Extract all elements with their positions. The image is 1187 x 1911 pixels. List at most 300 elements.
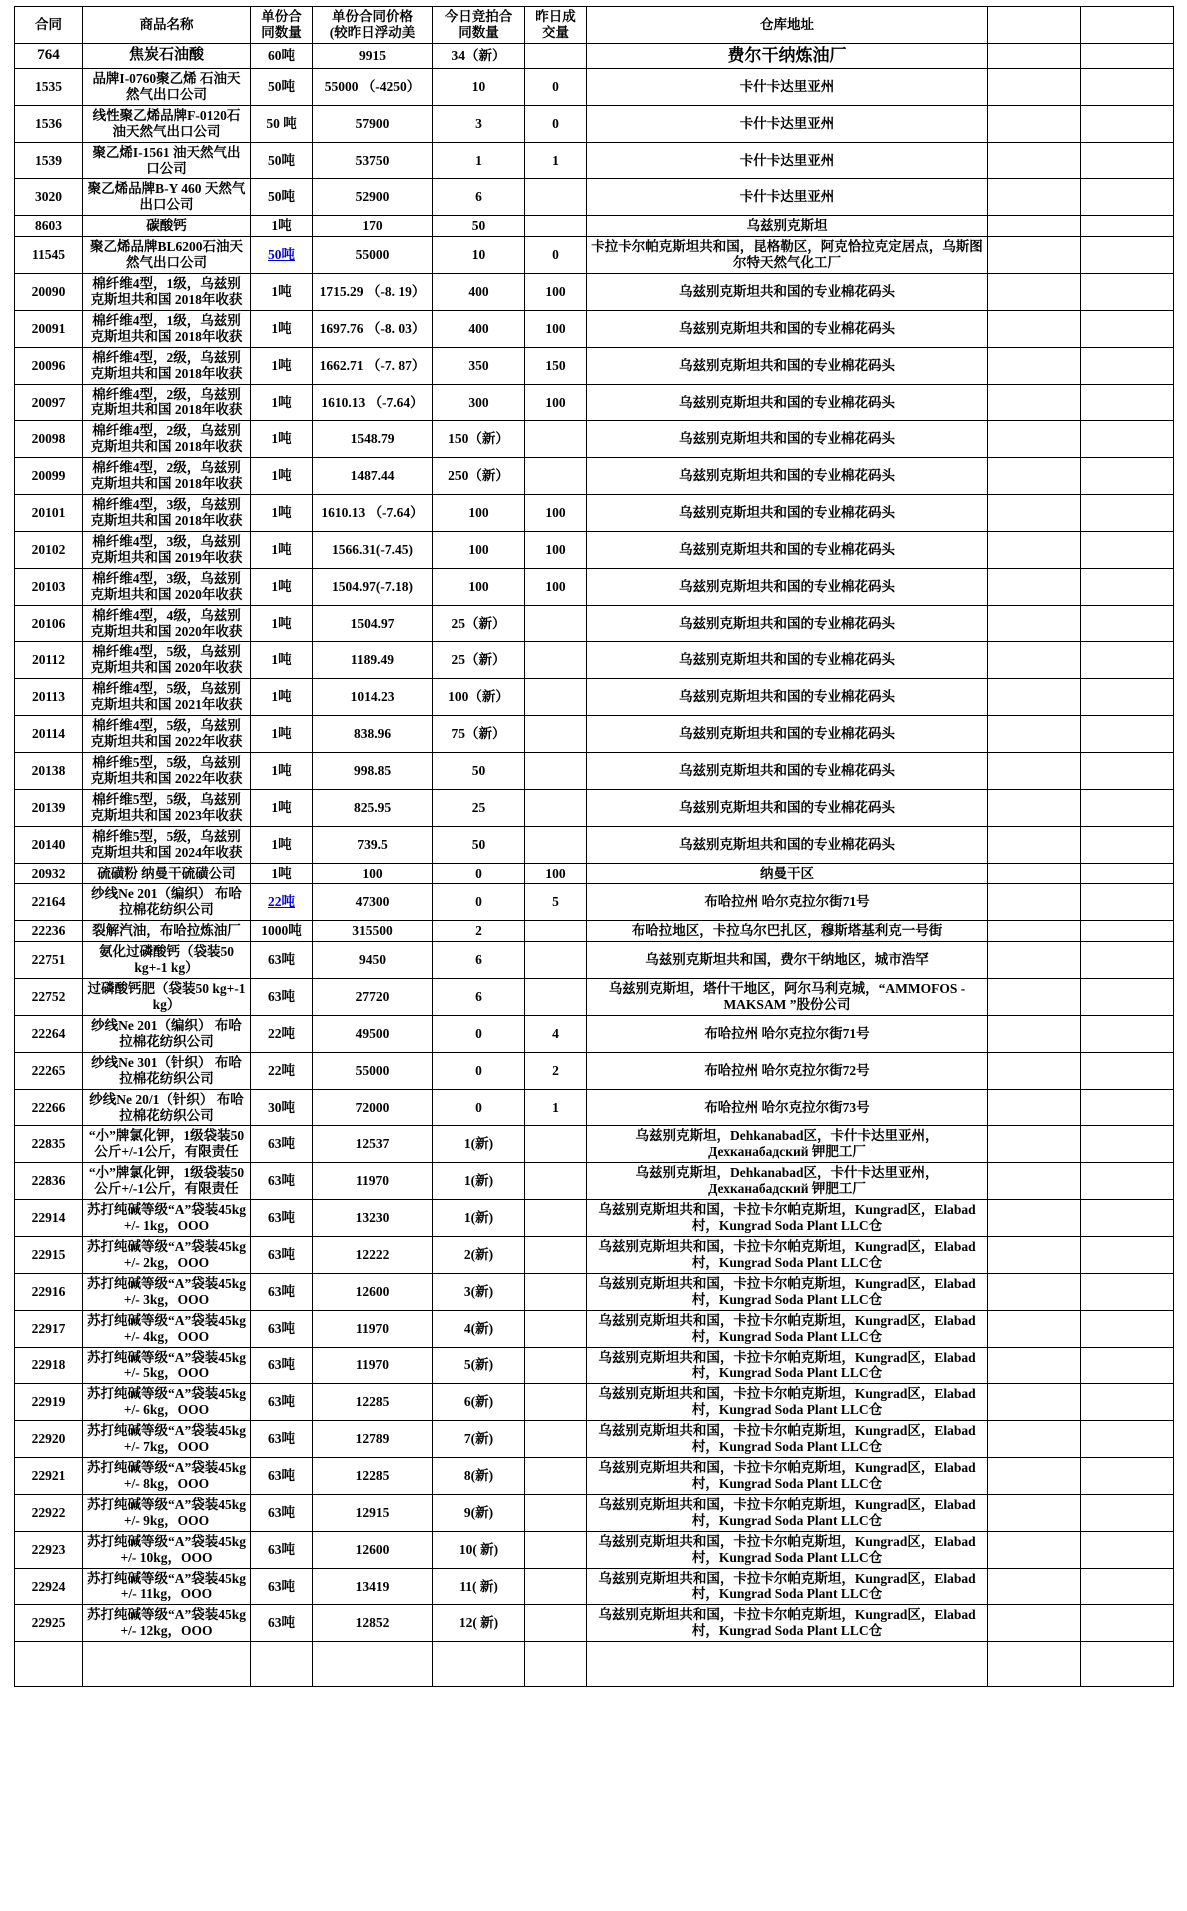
cell-extra-1 [988,1531,1081,1568]
cell-unit-price: 838.96 [313,716,433,753]
table-row [15,1200,1174,1237]
header-yesterday-volume [525,7,587,44]
cell-yesterday-volume [525,942,587,979]
table-row [15,1421,1174,1458]
cell-product-name: 苏打纯碱等级“A”袋装45kg +/- 1kg，ООО [83,1200,251,1237]
table-row [15,1384,1174,1421]
cell-extra-2 [1081,1126,1174,1163]
cell-product-name: 棉纤维5型，5级，乌兹别克斯坦共和国 2024年收获 [83,826,251,863]
cell-extra-1 [988,1052,1081,1089]
cell-contract-id: 20099 [15,458,83,495]
cell-today-auction: 34（新） [433,43,525,68]
cell-yesterday-volume [525,216,587,237]
cell-extra-2 [1081,458,1174,495]
cell-yesterday-volume [525,1200,587,1237]
cell-warehouse-address: 乌兹别克斯坦共和国的专业棉花码头 [587,753,988,790]
table-row [15,1163,1174,1200]
cell-contract-id: 20932 [15,863,83,884]
cell-extra-1 [988,716,1081,753]
cell-product-name: 苏打纯碱等级“A”袋装45kg +/- 12kg，ООО [83,1605,251,1642]
cell-product-name: 纱线Ne 201（编织） 布哈拉棉花纺织公司 [83,884,251,921]
cell-extra-2 [1081,753,1174,790]
cell-contract-id: 20091 [15,310,83,347]
cell-contract-id: 20097 [15,384,83,421]
cell-extra-2 [1081,1568,1174,1605]
header-today-line2: 同数量 [458,24,499,40]
cell-today-auction: 0 [433,1089,525,1126]
cell-extra-1 [988,1089,1081,1126]
cell-extra-2 [1081,105,1174,142]
cell-unit-price [313,1642,433,1687]
cell-contract-id: 22836 [15,1163,83,1200]
cell-extra-2 [1081,347,1174,384]
cell-yesterday-volume: 100 [525,310,587,347]
cell-yesterday-volume [525,716,587,753]
cell-unit-price: 57900 [313,105,433,142]
cell-extra-1 [988,1200,1081,1237]
header-today-auction-count [433,7,525,44]
cell-warehouse-address: 乌兹别克斯坦共和国的专业棉花码头 [587,568,988,605]
cell-extra-2 [1081,642,1174,679]
cell-extra-2 [1081,1052,1174,1089]
cell-contract-id: 22265 [15,1052,83,1089]
cell-contract-id: 22925 [15,1605,83,1642]
cell-today-auction: 10 [433,68,525,105]
cell-today-auction: 3 [433,105,525,142]
cell-product-name: 棉纤维4型，2级，乌兹别克斯坦共和国 2018年收获 [83,458,251,495]
cell-today-auction: 6 [433,979,525,1016]
cell-contract-id: 22921 [15,1458,83,1495]
cell-yesterday-volume [525,421,587,458]
cell-unit-quantity: 1吨 [251,421,313,458]
cell-extra-1 [988,1384,1081,1421]
cell-today-auction: 400 [433,310,525,347]
cell-contract-id: 22923 [15,1531,83,1568]
cell-unit-quantity: 63吨 [251,979,313,1016]
cell-unit-price: 1487.44 [313,458,433,495]
cell-warehouse-address: 乌兹别克斯坦，Dehkanabad区，卡什卡达里亚州，Дехканабадский 钾肥工厂 [587,1163,988,1200]
cell-extra-2 [1081,568,1174,605]
cell-contract-id: 20113 [15,679,83,716]
cell-warehouse-address: 乌兹别克斯坦共和国，卡拉卡尔帕克斯坦，Kungrad区，Elabad村，Kungrad Soda Plant LLC仓 [587,1568,988,1605]
cell-yesterday-volume: 100 [525,495,587,532]
table-row [15,884,1174,921]
cell-extra-1 [988,495,1081,532]
table-row [15,384,1174,421]
cell-extra-2 [1081,826,1174,863]
cell-warehouse-address: 乌兹别克斯坦共和国，卡拉卡尔帕克斯坦，Kungrad区，Elabad村，Kungrad Soda Plant LLC仓 [587,1531,988,1568]
table-row [15,753,1174,790]
cell-unit-quantity: 1吨 [251,310,313,347]
cell-unit-quantity: 63吨 [251,1531,313,1568]
cell-contract-id: 22751 [15,942,83,979]
cell-product-name: 线性聚乙烯品牌F-0120石油天然气出口公司 [83,105,251,142]
cell-extra-2 [1081,1494,1174,1531]
cell-extra-2 [1081,1163,1174,1200]
cell-warehouse-address: 布哈拉州 哈尔克拉尔街73号 [587,1089,988,1126]
cell-warehouse-address: 乌兹别克斯坦共和国，卡拉卡尔帕克斯坦，Kungrad区，Elabad村，Kungrad Soda Plant LLC仓 [587,1310,988,1347]
cell-warehouse-address: 乌兹别克斯坦共和国，费尔干纳地区，城市浩罕 [587,942,988,979]
cell-extra-2 [1081,384,1174,421]
cell-extra-1 [988,1236,1081,1273]
cell-unit-price: 12222 [313,1236,433,1273]
cell-contract-id: 764 [15,43,83,68]
header-warehouse-address: 仓库地址 [587,7,988,44]
cell-contract-id: 20138 [15,753,83,790]
cell-today-auction: 2 [433,921,525,942]
header-extra-1 [988,7,1081,44]
cell-warehouse-address: 乌兹别克斯坦 [587,216,988,237]
cell-warehouse-address: 乌兹别克斯坦共和国的专业棉花码头 [587,274,988,311]
cell-contract-id: 20098 [15,421,83,458]
table-row [15,826,1174,863]
cell-extra-2 [1081,43,1174,68]
cell-yesterday-volume [525,921,587,942]
cell-today-auction: 50 [433,826,525,863]
cell-warehouse-address: 乌兹别克斯坦共和国，卡拉卡尔帕克斯坦，Kungrad区，Elabad村，Kungrad Soda Plant LLC仓 [587,1458,988,1495]
cell-warehouse-address: 乌兹别克斯坦，塔什干地区，阿尔马利克城，“AMMOFOS - MAKSAM ”股份公司 [587,979,988,1016]
table-header [15,7,1174,44]
cell-unit-price: 27720 [313,979,433,1016]
cell-today-auction: 8(新) [433,1458,525,1495]
cell-contract-id: 20090 [15,274,83,311]
cell-warehouse-address: 乌兹别克斯坦共和国的专业棉花码头 [587,531,988,568]
cell-extra-2 [1081,421,1174,458]
cell-unit-quantity: 63吨 [251,1494,313,1531]
cell-yesterday-volume [525,789,587,826]
cell-unit-price: 55000 （-4250） [313,68,433,105]
cell-product-name: 棉纤维4型，2级，乌兹别克斯坦共和国 2018年收获 [83,421,251,458]
cell-yesterday-volume [525,753,587,790]
cell-warehouse-address: 卡什卡达里亚州 [587,179,988,216]
cell-extra-2 [1081,716,1174,753]
cell-yesterday-volume: 150 [525,347,587,384]
table-row [15,1568,1174,1605]
cell-unit-price: 12285 [313,1384,433,1421]
cell-product-name: 棉纤维5型，5级，乌兹别克斯坦共和国 2023年收获 [83,789,251,826]
cell-contract-id: 20096 [15,347,83,384]
cell-unit-price: 12537 [313,1126,433,1163]
cell-unit-quantity: 1吨 [251,531,313,568]
cell-extra-1 [988,347,1081,384]
cell-unit-quantity: 63吨 [251,942,313,979]
cell-yesterday-volume [525,979,587,1016]
cell-today-auction: 250（新） [433,458,525,495]
cell-unit-quantity: 50吨 [251,68,313,105]
cell-warehouse-address: 乌兹别克斯坦共和国，卡拉卡尔帕克斯坦，Kungrad区，Elabad村，Kungrad Soda Plant LLC仓 [587,1236,988,1273]
cell-contract-id: 20140 [15,826,83,863]
commodity-auction-table [14,6,1174,1687]
cell-today-auction [433,1642,525,1687]
cell-today-auction: 1(新) [433,1163,525,1200]
table-row [15,179,1174,216]
cell-today-auction: 6(新) [433,1384,525,1421]
cell-contract-id: 1539 [15,142,83,179]
cell-extra-1 [988,753,1081,790]
cell-unit-quantity: 22吨 [251,1015,313,1052]
cell-product-name: 纱线Ne 20/1（针织） 布哈拉棉花纺织公司 [83,1089,251,1126]
cell-unit-quantity: 63吨 [251,1200,313,1237]
cell-yesterday-volume: 100 [525,531,587,568]
cell-extra-2 [1081,179,1174,216]
cell-unit-quantity: 63吨 [251,1126,313,1163]
cell-extra-1 [988,43,1081,68]
cell-unit-quantity: 63吨 [251,1163,313,1200]
table-row [15,1310,1174,1347]
cell-yesterday-volume [525,1126,587,1163]
cell-yesterday-volume [525,1421,587,1458]
cell-extra-2 [1081,1200,1174,1237]
cell-warehouse-address: 乌兹别克斯坦共和国的专业棉花码头 [587,679,988,716]
cell-unit-price: 739.5 [313,826,433,863]
cell-contract-id: 20101 [15,495,83,532]
cell-unit-quantity [251,237,313,274]
cell-today-auction: 9(新) [433,1494,525,1531]
cell-product-name: 聚乙烯品牌BL6200石油天然气出口公司 [83,237,251,274]
table-row [15,216,1174,237]
header-unit-price-line2: (较昨日浮动美 [329,24,416,40]
cell-unit-price: 1662.71 （-7. 87） [313,347,433,384]
cell-yesterday-volume: 100 [525,568,587,605]
cell-extra-1 [988,68,1081,105]
cell-extra-2 [1081,979,1174,1016]
table-row [15,531,1174,568]
cell-unit-price: 12915 [313,1494,433,1531]
cell-extra-1 [988,1568,1081,1605]
cell-yesterday-volume: 2 [525,1052,587,1089]
cell-warehouse-address: 乌兹别克斯坦共和国，卡拉卡尔帕克斯坦，Kungrad区，Elabad村，Kungrad Soda Plant LLC仓 [587,1384,988,1421]
cell-yesterday-volume [525,1605,587,1642]
cell-contract-id: 22918 [15,1347,83,1384]
cell-warehouse-address: 布哈拉地区，卡拉乌尔巴扎区，穆斯塔基利克一号街 [587,921,988,942]
cell-extra-1 [988,979,1081,1016]
cell-today-auction: 0 [433,863,525,884]
cell-unit-price: 12789 [313,1421,433,1458]
cell-contract-id: 20114 [15,716,83,753]
cell-extra-2 [1081,1015,1174,1052]
table-row [15,942,1174,979]
cell-unit-price: 1548.79 [313,421,433,458]
cell-today-auction: 1 [433,142,525,179]
cell-unit-quantity: 1吨 [251,753,313,790]
cell-unit-price: 12600 [313,1273,433,1310]
cell-unit-quantity: 30吨 [251,1089,313,1126]
cell-unit-price: 13230 [313,1200,433,1237]
cell-yesterday-volume: 1 [525,1089,587,1126]
table-row [15,679,1174,716]
cell-extra-2 [1081,863,1174,884]
cell-extra-2 [1081,1089,1174,1126]
cell-extra-1 [988,1642,1081,1687]
cell-warehouse-address: 乌兹别克斯坦共和国的专业棉花码头 [587,310,988,347]
cell-today-auction: 300 [433,384,525,421]
table-row [15,237,1174,274]
unit-quantity-link[interactable]: 50吨 [268,247,295,263]
cell-product-name: 棉纤维4型，1级，乌兹别克斯坦共和国 2018年收获 [83,310,251,347]
cell-yesterday-volume [525,179,587,216]
table-row [15,789,1174,826]
cell-product-name: 焦炭石油酸 [83,43,251,68]
table-row [15,642,1174,679]
cell-unit-quantity: 22吨 [251,1052,313,1089]
cell-contract-id: 22922 [15,1494,83,1531]
header-unit-quantity-line2: 同数量 [261,24,302,40]
cell-today-auction: 1(新) [433,1126,525,1163]
table-row [15,1236,1174,1273]
cell-today-auction: 50 [433,753,525,790]
cell-warehouse-address: 乌兹别克斯坦共和国的专业棉花码头 [587,495,988,532]
cell-yesterday-volume [525,43,587,68]
cell-yesterday-volume [525,1310,587,1347]
cell-product-name: 苏打纯碱等级“A”袋装45kg +/- 10kg，ООО [83,1531,251,1568]
cell-contract-id: 3020 [15,179,83,216]
cell-product-name: 棉纤维4型，2级，乌兹别克斯坦共和国 2018年收获 [83,347,251,384]
cell-contract-id: 20106 [15,605,83,642]
cell-extra-1 [988,216,1081,237]
cell-extra-2 [1081,1310,1174,1347]
table-row [15,1052,1174,1089]
cell-unit-price: 1610.13 （-7.64） [313,495,433,532]
cell-product-name: 碳酸钙 [83,216,251,237]
table-row [15,105,1174,142]
cell-product-name: 棉纤维4型，3级，乌兹别克斯坦共和国 2018年收获 [83,495,251,532]
cell-yesterday-volume: 0 [525,105,587,142]
cell-warehouse-address: 乌兹别克斯坦共和国，卡拉卡尔帕克斯坦，Kungrad区，Elabad村，Kungrad Soda Plant LLC仓 [587,1421,988,1458]
cell-product-name: 苏打纯碱等级“A”袋装45kg +/- 9kg，ООО [83,1494,251,1531]
cell-warehouse-address: 乌兹别克斯坦共和国的专业棉花码头 [587,716,988,753]
cell-today-auction: 100 [433,568,525,605]
cell-product-name: 苏打纯碱等级“A”袋装45kg +/- 2kg，ООО [83,1236,251,1273]
cell-contract-id: 1535 [15,68,83,105]
header-extra-2 [1081,7,1174,44]
cell-unit-quantity: 1吨 [251,274,313,311]
cell-today-auction: 150（新） [433,421,525,458]
cell-extra-1 [988,1126,1081,1163]
cell-extra-1 [988,458,1081,495]
table-row [15,43,1174,68]
cell-warehouse-address: 卡拉卡尔帕克斯坦共和国，昆格勒区，阿克恰拉克定居点，乌斯图尔特天然气化工厂 [587,237,988,274]
cell-product-name: 氨化过磷酸钙（袋装50 kg+-1 kg） [83,942,251,979]
cell-warehouse-address: 乌兹别克斯坦共和国的专业棉花码头 [587,642,988,679]
cell-today-auction: 0 [433,1052,525,1089]
table-row [15,921,1174,942]
cell-yesterday-volume [525,1236,587,1273]
cell-unit-quantity: 50 吨 [251,105,313,142]
cell-unit-price: 1566.31(-7.45) [313,531,433,568]
header-row [15,7,1174,44]
cell-warehouse-address: 乌兹别克斯坦共和国的专业棉花码头 [587,605,988,642]
cell-contract-id: 11545 [15,237,83,274]
cell-yesterday-volume: 5 [525,884,587,921]
cell-extra-1 [988,237,1081,274]
cell-today-auction: 10( 新) [433,1531,525,1568]
cell-product-name: 聚乙烯品牌B-Y 460 天然气出口公司 [83,179,251,216]
cell-warehouse-address: 卡什卡达里亚州 [587,68,988,105]
cell-contract-id: 22266 [15,1089,83,1126]
cell-warehouse-address: 乌兹别克斯坦共和国，卡拉卡尔帕克斯坦，Kungrad区，Elabad村，Kungrad Soda Plant LLC仓 [587,1200,988,1237]
cell-extra-1 [988,884,1081,921]
cell-product-name: 聚乙烯I-1561 油天然气出口公司 [83,142,251,179]
cell-contract-id: 20103 [15,568,83,605]
cell-contract-id: 22164 [15,884,83,921]
cell-unit-price: 315500 [313,921,433,942]
cell-unit-price: 1697.76 （-8. 03） [313,310,433,347]
cell-unit-price: 12600 [313,1531,433,1568]
cell-extra-1 [988,1273,1081,1310]
cell-warehouse-address: 乌兹别克斯坦共和国的专业棉花码头 [587,421,988,458]
cell-today-auction: 400 [433,274,525,311]
cell-unit-quantity: 1吨 [251,716,313,753]
cell-today-auction: 7(新) [433,1421,525,1458]
cell-extra-1 [988,142,1081,179]
cell-extra-2 [1081,68,1174,105]
cell-today-auction: 75（新） [433,716,525,753]
cell-product-name: 棉纤维4型，2级，乌兹别克斯坦共和国 2018年收获 [83,384,251,421]
cell-unit-quantity: 63吨 [251,1421,313,1458]
cell-today-auction: 1(新) [433,1200,525,1237]
table-row [15,310,1174,347]
table-row [15,605,1174,642]
cell-unit-price: 998.85 [313,753,433,790]
cell-warehouse-address: 布哈拉州 哈尔克拉尔街71号 [587,1015,988,1052]
cell-unit-quantity: 1吨 [251,495,313,532]
cell-extra-1 [988,942,1081,979]
cell-product-name [83,1642,251,1687]
cell-product-name: 硫磺粉 纳曼干硫磺公司 [83,863,251,884]
cell-extra-1 [988,863,1081,884]
cell-unit-price: 13419 [313,1568,433,1605]
table-row [15,142,1174,179]
cell-warehouse-address: 乌兹别克斯坦共和国的专业棉花码头 [587,458,988,495]
cell-warehouse-address: 卡什卡达里亚州 [587,105,988,142]
cell-contract-id: 22919 [15,1384,83,1421]
cell-product-name: 棉纤维4型，5级，乌兹别克斯坦共和国 2022年收获 [83,716,251,753]
cell-extra-2 [1081,1236,1174,1273]
cell-warehouse-address: 布哈拉州 哈尔克拉尔街72号 [587,1052,988,1089]
cell-contract-id: 22915 [15,1236,83,1273]
cell-unit-quantity: 63吨 [251,1568,313,1605]
cell-unit-price: 72000 [313,1089,433,1126]
cell-contract-id: 22835 [15,1126,83,1163]
cell-extra-1 [988,605,1081,642]
cell-unit-quantity: 63吨 [251,1236,313,1273]
cell-unit-quantity: 63吨 [251,1458,313,1495]
cell-unit-price: 12285 [313,1458,433,1495]
cell-unit-price: 1504.97 [313,605,433,642]
cell-unit-price: 47300 [313,884,433,921]
cell-extra-1 [988,1605,1081,1642]
table-body [15,43,1174,1686]
cell-today-auction: 25 [433,789,525,826]
cell-warehouse-address: 乌兹别克斯坦共和国，卡拉卡尔帕克斯坦，Kungrad区，Elabad村，Kungrad Soda Plant LLC仓 [587,1605,988,1642]
cell-today-auction: 0 [433,884,525,921]
cell-unit-quantity: 60吨 [251,43,313,68]
cell-product-name: 棉纤维5型，5级，乌兹别克斯坦共和国 2022年收获 [83,753,251,790]
cell-warehouse-address: 纳曼干区 [587,863,988,884]
cell-warehouse-address: 乌兹别克斯坦共和国，卡拉卡尔帕克斯坦，Kungrad区，Elabad村，Kungrad Soda Plant LLC仓 [587,1494,988,1531]
header-unit-price-line1: 单份合同价格 [332,9,413,24]
cell-unit-quantity: 1吨 [251,384,313,421]
cell-unit-quantity: 63吨 [251,1384,313,1421]
cell-extra-2 [1081,237,1174,274]
table-row [15,1605,1174,1642]
cell-warehouse-address: 乌兹别克斯坦共和国的专业棉花码头 [587,384,988,421]
cell-extra-1 [988,1494,1081,1531]
unit-quantity-link[interactable]: 22吨 [268,894,295,910]
header-unit-quantity [251,7,313,44]
cell-yesterday-volume [525,1642,587,1687]
table-row [15,1531,1174,1568]
